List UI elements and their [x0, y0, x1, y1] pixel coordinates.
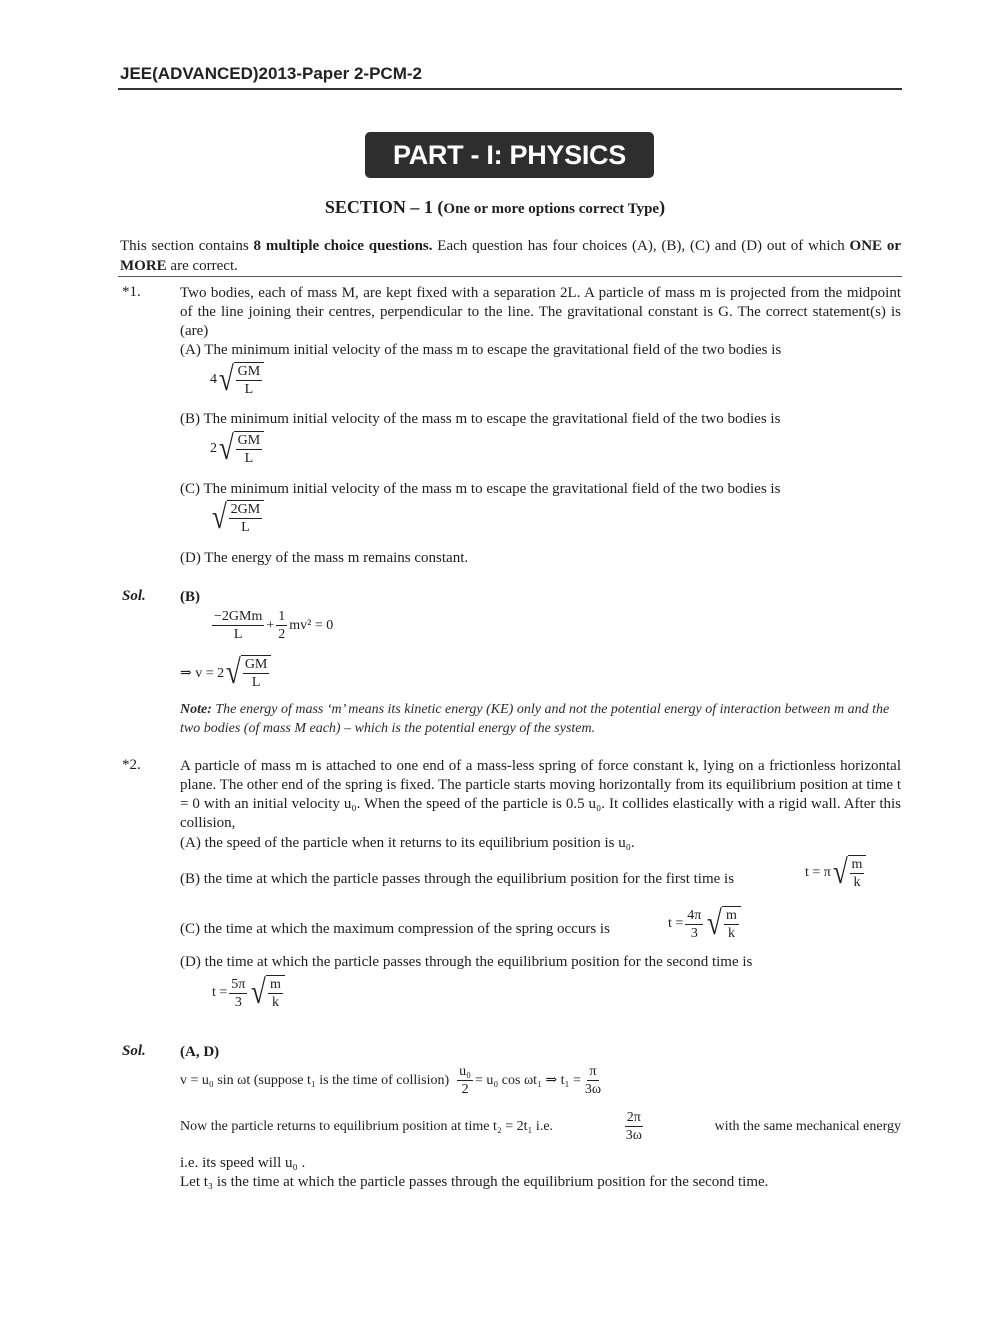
q2-option-b: (B) the time at which the particle passes through the equilibrium position for the first time is	[180, 871, 735, 887]
sol2-label: Sol.	[122, 1043, 146, 1059]
intro-bold-1: 8 multiple choice questions.	[253, 238, 433, 254]
q2-option-c-math: t = $\frac{4\pi}{3}$ √ $\frac{m}{k}$	[668, 906, 741, 942]
q1-b-den: L	[244, 451, 254, 466]
q2-c-den: k	[727, 926, 735, 941]
q2-c-pre: t =	[668, 916, 684, 931]
sol1-eq1-den: L	[233, 627, 243, 642]
sol1-note-text: The energy of mass ‘m’ means its kinetic energy (KE) only and not the potential energy of interaction between m and the two bodies (of mass M each) – which is the potential energy of the system.	[180, 702, 890, 736]
sol1-equation-1	[210, 608, 333, 643]
q1-b-sqrt: √ $\frac{GM}{L}$	[217, 431, 264, 467]
q1-a-den: L	[244, 382, 254, 397]
sol2-line1-fden: 2	[461, 1082, 469, 1097]
q2-c-fnum: 4π	[687, 907, 702, 923]
sol2-line1-gnum: π	[589, 1064, 597, 1079]
q1-option-c: (C) The minimum initial velocity of the mass m to escape the gravitational field of the two bodies is	[180, 481, 781, 497]
q2-b-num: m	[851, 857, 863, 872]
q1-option-a: (A) The minimum initial velocity of the mass m to escape the gravitational field of the two bodies is	[180, 342, 782, 358]
page-header: JEE(ADVANCED)2013-Paper 2-PCM-2	[120, 64, 422, 83]
intro-rule	[118, 276, 902, 277]
sol1-equation-2: ⇒ v = 2 √ $\frac{GM}{L}$	[180, 655, 271, 691]
q2-option-d-math: t = $\frac{5\pi}{3}$ √ $\frac{m}{k}$	[212, 975, 285, 1011]
q2-option-d: (D) the time at which the particle passes through the equilibrium position for the second time is	[180, 954, 753, 970]
sol1-note-label: Note:	[180, 702, 212, 717]
sol2-line-2	[180, 1109, 901, 1144]
q1-text: Two bodies, each of mass M, are kept fixed with a separation 2L. A particle of mass m is projected from the midpoint of the line joining their centres, perpendicular to the line. The gravitational constant is G. The correct statement(s) is (are)	[180, 285, 901, 339]
sol1-eq2-pre: ⇒ v = 2	[180, 665, 225, 681]
q1-option-b: (B) The minimum initial velocity of the mass m to escape the gravitational field of the two bodies is	[180, 411, 781, 427]
header-rule	[118, 88, 902, 90]
part-title: PART - I: PHYSICS	[365, 132, 654, 178]
sol2-line1-fnum: u₀	[459, 1064, 472, 1079]
q2-b-pre: t = π	[805, 865, 831, 880]
sol2-line2-a: Now the particle returns to equilibrium position at time t₂ = 2t₁ i.e.	[180, 1118, 554, 1134]
sol2-line-4: Let t₃ is the time at which the particle passes through the equilibrium position for the second time.	[180, 1174, 769, 1190]
q2-text: A particle of mass m is attached to one end of a mass-less spring of force constant k, lying on a frictionless horizontal plane. The other end of the spring is fixed. The particle starts moving horizontally from its equilibrium position at time t = 0 with an initial velocity u₀. When the speed of the particle is 0.5 u₀. It collides elastically with a rigid wall. After this collision,	[180, 758, 901, 831]
q2-number: *2.	[122, 757, 141, 773]
q2-option-c: (C) the time at which the maximum compression of the spring occurs is	[180, 921, 610, 937]
section-subtitle: One or more options correct Type	[443, 201, 660, 217]
intro-text-2: Each question has four choices (A), (B), (C) and (D) out of which	[432, 238, 850, 254]
section-intro	[120, 236, 901, 276]
sol2-answer: (A, D)	[180, 1044, 220, 1060]
section-title-text: SECTION – 1 (	[324, 197, 444, 217]
sol1-eq1-half-den: 2	[278, 627, 286, 642]
q2-c-num: m	[726, 908, 737, 923]
sol2-line1-b: = u₀ cos ωt₁ ⇒ t₁ =	[475, 1073, 581, 1088]
sol2-line-1	[180, 1063, 605, 1098]
q1-c-den: L	[241, 520, 250, 535]
q2-option-a: (A) the speed of the particle when it returns to its equilibrium position is u₀.	[180, 835, 635, 851]
sol1-eq1-plus: +	[266, 617, 275, 633]
q1-b-num: GM	[237, 433, 261, 448]
q2-option-b-math: t = π √ $\frac{m}{k}$	[805, 855, 866, 891]
q1-b-coef: 2	[210, 441, 217, 456]
sol2-line-3: i.e. its speed will u₀ .	[180, 1155, 306, 1171]
section-title-close: )	[659, 197, 666, 217]
q1-option-d: (D) The energy of the mass m remains constant.	[180, 550, 469, 566]
sol1-eq2-den: L	[251, 675, 261, 690]
q2-c-fden: 3	[690, 925, 698, 941]
sol1-eq1-half-num: 1	[278, 609, 286, 624]
sol2-line1-a: v = u₀ sin ωt (suppose t₁ is the time of collision)	[180, 1072, 450, 1088]
intro-text-1: This section contains	[120, 238, 254, 254]
q2-b-den: k	[853, 875, 861, 890]
q1-a-sqrt: √ $\frac{GM}{L}$	[217, 362, 264, 398]
q1-option-a-math	[210, 362, 264, 398]
q1-option-c-math	[210, 500, 264, 536]
sol2-line2-fden: 3ω	[625, 1128, 642, 1143]
q1-number: *1.	[122, 284, 141, 300]
sol1-eq1-num: −2GMm	[214, 609, 263, 624]
q1-a-num: GM	[237, 364, 261, 379]
sol1-label: Sol.	[122, 588, 146, 604]
intro-bold-2: ONE or MORE	[120, 238, 901, 274]
q2-d-num: m	[270, 977, 281, 992]
q1-a-coef: 4	[210, 372, 217, 387]
q2-d-fden: 3	[234, 994, 242, 1010]
q1-c-num: 2GM	[230, 502, 261, 517]
q1-c-sqrt: √ $\frac{2GM}{L}$	[210, 500, 264, 536]
section-title	[0, 197, 990, 218]
sol1-eq1-tail: mv² = 0	[289, 617, 334, 633]
q2-d-pre: t =	[212, 985, 228, 1000]
q2-d-fnum: 5π	[231, 976, 246, 992]
sol2-line1-gden: 3ω	[584, 1082, 602, 1097]
sol2-line2-b: with the same mechanical energy	[714, 1118, 901, 1134]
intro-text-3: are correct.	[166, 258, 238, 274]
q1-option-b-math	[210, 431, 264, 467]
sol2-line2-fnum: 2π	[626, 1110, 641, 1125]
q2-d-den: k	[271, 995, 279, 1010]
sol1-answer: (B)	[180, 589, 200, 605]
sol1-eq2-num: GM	[244, 657, 268, 672]
sol1-note	[180, 700, 901, 738]
